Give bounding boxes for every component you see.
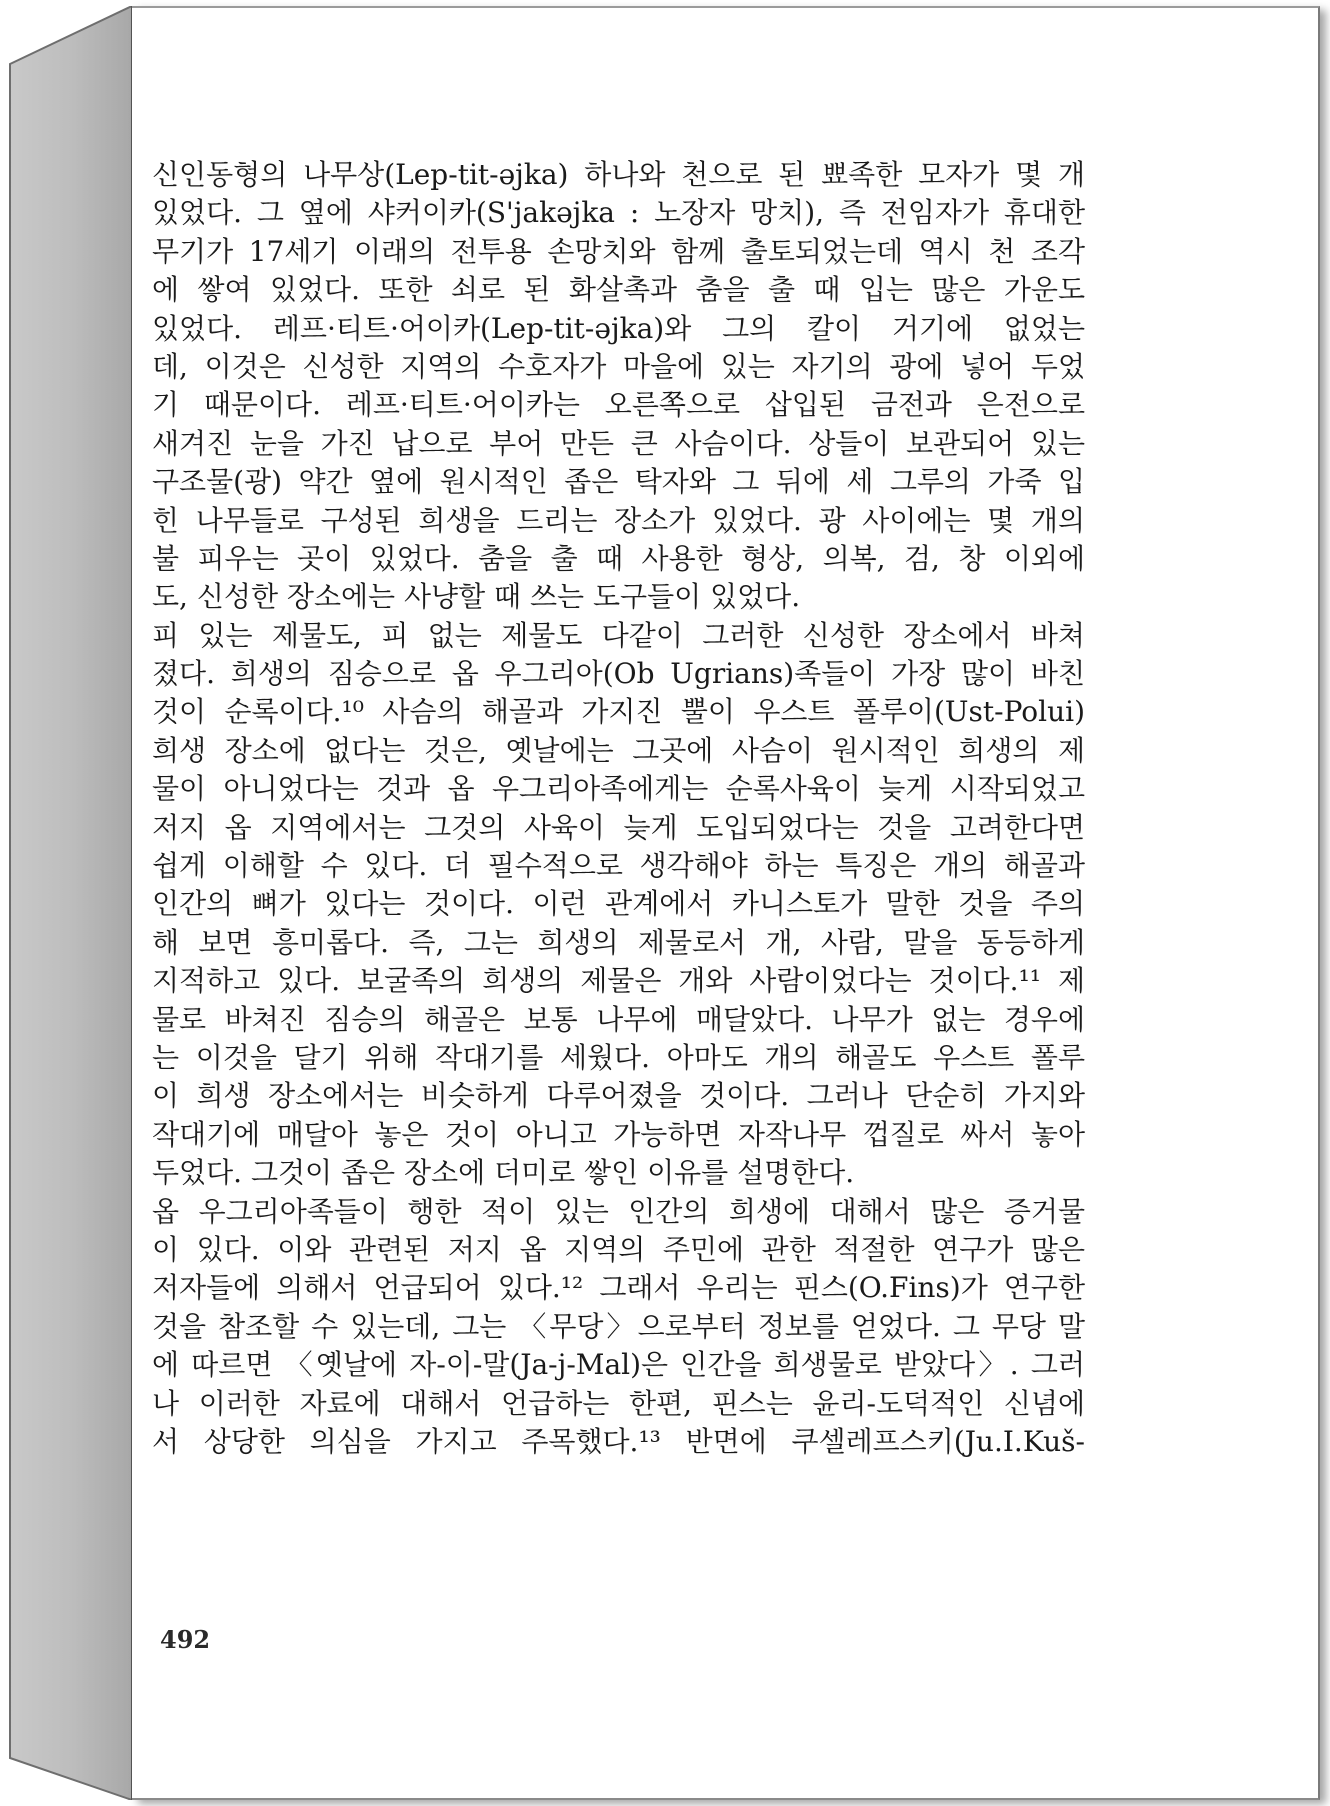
text-line: 졌다. 희생의 짐승으로 옵 우그리아(Ob Ugrians)족들이 가장 많이 바친: [152, 657, 1085, 691]
text-line: 신인동형의 나무상(Lep-tit-əjka) 하나와 천으로 된 뾰족한 모자가 몇 개: [152, 158, 1085, 191]
text-line: 무기가 17세기 이래의 전투용 손망치와 함께 출토되었는데 역시 천 조각: [152, 234, 1085, 268]
text-line: 는 이것을 달기 위해 작대기를 세웠다. 아마도 개의 해골도 우스트 폴루: [152, 1040, 1085, 1074]
text-line: 있었다. 그 옆에 샤커이카(S'jakəjka : 노장자 망치), 즉 전임자가 휴대한: [152, 196, 1085, 230]
book-edge: [6, 6, 136, 1800]
text-line: 서 상당한 의심을 가지고 주목했다.¹³ 반면에 쿠셀레프스키(Ju.I.Kuš-: [152, 1424, 1085, 1458]
text-line: 기 때문이다. 레프·티트·어이카는 오른쪽으로 삽입된 금전과 은전으로: [152, 388, 1085, 422]
text-line: 에 쌓여 있었다. 또한 쇠로 된 화살촉과 춤을 출 때 입는 많은 가운도: [152, 273, 1085, 307]
text-line: 저자들에 의해서 언급되어 있다.¹² 그래서 우리는 핀스(O.Fins)가 연구한: [152, 1271, 1085, 1305]
text-line: 옵 우그리아족들이 행한 적이 있는 인간의 희생에 대해서 많은 증거물: [152, 1194, 1085, 1228]
text-line: 물로 바쳐진 짐승의 해골은 보통 나무에 매달았다. 나무가 없는 경우에: [152, 1002, 1085, 1036]
text-line: 물이 아니었다는 것과 옵 우그리아족에게는 순록사육이 늦게 시작되었고: [152, 772, 1085, 806]
text-line: 것이 순록이다.¹⁰ 사슴의 해골과 가지진 뿔이 우스트 폴루이(Ust-Polui): [152, 695, 1085, 729]
text-line: 저지 옵 지역에서는 그것의 사육이 늦게 도입되었다는 것을 고려한다면: [152, 810, 1085, 844]
text-line: 것을 참조할 수 있는데, 그는 〈무당〉으로부터 정보를 얻었다. 그 무당 말: [152, 1309, 1085, 1343]
text-line: 새겨진 눈을 가진 납으로 부어 만든 큰 사슴이다. 상들이 보관되어 있는: [152, 426, 1085, 460]
text-line: 있었다. 레프·티트·어이카(Lep-tit-əjka)와 그의 칼이 거기에 없었는: [152, 311, 1085, 345]
paragraph: [152, 156, 1085, 617]
text-line: 두었다. 그것이 좁은 장소에 더미로 쌓인 이유를 설명한다.: [152, 1156, 855, 1190]
text-line: 힌 나무들로 구성된 희생을 드리는 장소가 있었다. 광 사이에는 몇 개의: [152, 503, 1085, 537]
text-line: 희생 장소에 없다는 것은, 옛날에는 그곳에 사슴이 원시적인 희생의 제: [152, 733, 1085, 767]
text-line: 나 이러한 자료에 대해서 언급하는 한편, 핀스는 윤리-도덕적인 신념에: [152, 1386, 1085, 1420]
text-line: 데, 이것은 신성한 지역의 수호자가 마을에 있는 자기의 광에 넣어 두었: [152, 349, 1085, 383]
page-number: 492: [160, 1625, 211, 1654]
text-line: 이 있다. 이와 관련된 저지 옵 지역의 주민에 관한 적절한 연구가 많은: [152, 1232, 1085, 1266]
text-line: 에 따르면 〈옛날에 자-이-말(Ja-j-Mal)은 인간을 희생물로 받았다〉. 그러: [152, 1348, 1085, 1382]
text-line: 지적하고 있다. 보굴족의 희생의 제물은 개와 사람이었다는 것이다.¹¹ 제: [152, 964, 1085, 998]
text-line: 도, 신성한 장소에는 사냥할 때 쓰는 도구들이 있었다.: [152, 580, 801, 614]
paragraph: [152, 1193, 1085, 1462]
text-line: 해 보면 흥미롭다. 즉, 그는 희생의 제물로서 개, 사람, 말을 동등하게: [152, 925, 1085, 959]
text-line: 작대기에 매달아 놓은 것이 아니고 가능하면 자작나무 껍질로 싸서 놓아: [152, 1117, 1085, 1151]
paragraph: [152, 617, 1085, 1193]
text-line: 불 피우는 곳이 있었다. 춤을 출 때 사용한 형상, 의복, 검, 창 이외에: [152, 541, 1085, 575]
body-text: [152, 156, 1085, 1461]
text-line: 인간의 뼈가 있다는 것이다. 이런 관계에서 카니스토가 말한 것을 주의: [152, 887, 1085, 921]
text-line: 쉽게 이해할 수 있다. 더 필수적으로 생각해야 하는 특징은 개의 해골과: [152, 849, 1085, 883]
text-line: 이 희생 장소에서는 비슷하게 다루어졌을 것이다. 그러나 단순히 가지와: [152, 1079, 1085, 1113]
text-line: 피 있는 제물도, 피 없는 제물도 다같이 그러한 신성한 장소에서 바쳐: [152, 618, 1085, 652]
text-line: 구조물(광) 약간 옆에 원시적인 좁은 탁자와 그 뒤에 세 그루의 가죽 입: [152, 465, 1085, 499]
